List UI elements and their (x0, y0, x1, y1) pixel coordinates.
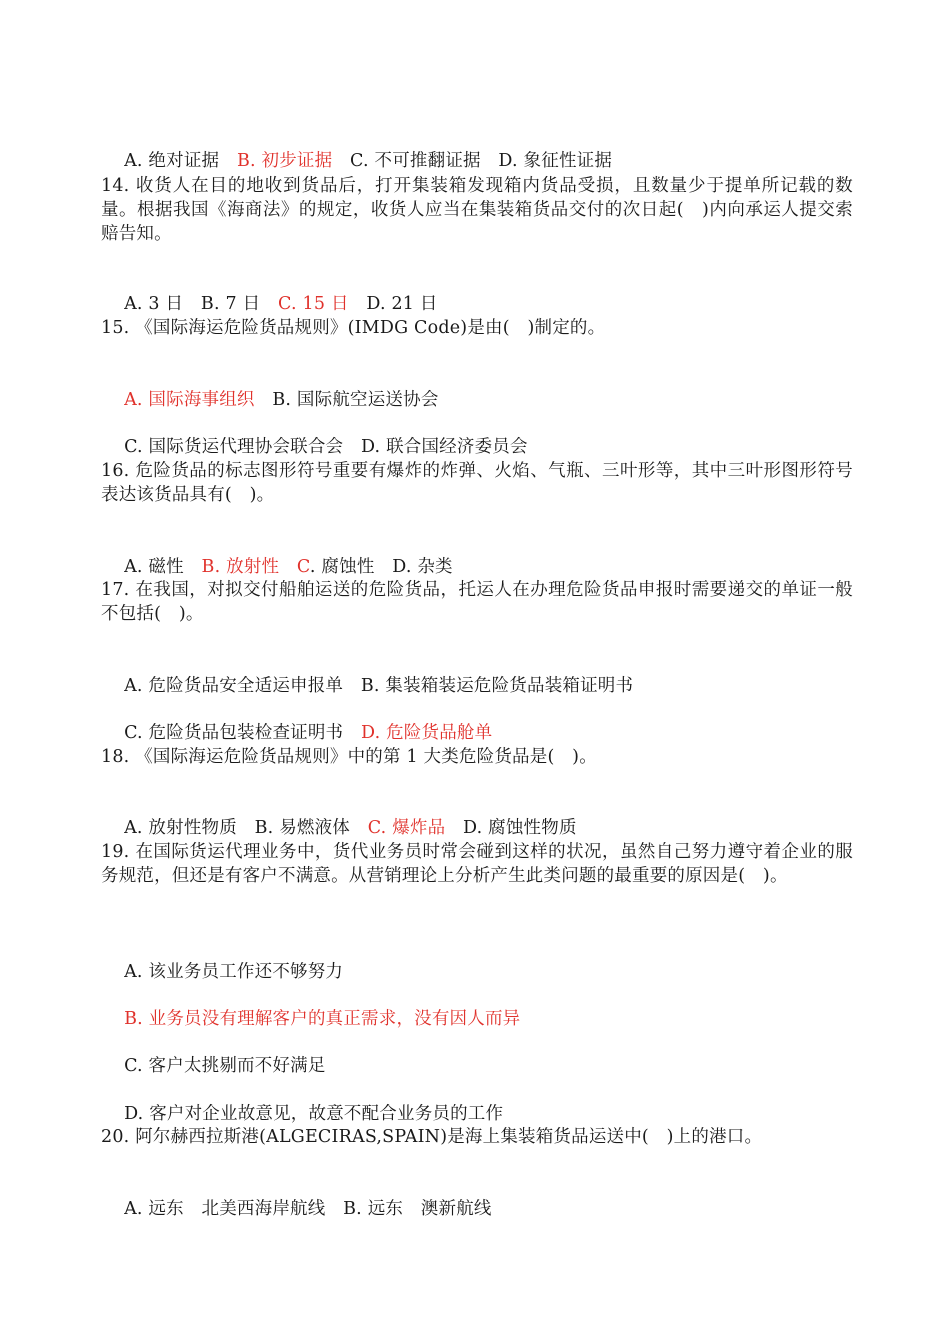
answer-option-q19-c: C. 客户太挑剔而不好满足 (124, 1056, 326, 1076)
answer-options-q17-cd: C. 危险货品包装检查证明书 D. 危险货品舱单 (124, 723, 493, 743)
correct-answer: B. 业务员没有理解客户的真正需求，没有因人而异 (124, 1009, 521, 1029)
correct-answer: B. 初步证据 (236, 151, 333, 171)
answer-options-q15-cd: C. 国际货运代理协会联合会 D. 联合国经济委员会 (124, 437, 528, 457)
question-16: 16. 危险货品的标志图形符号重要有爆炸的炸弹、火焰、气瓶、三叶形等，其中三叶形图形符号表达该货品具有( )。 (101, 461, 853, 505)
answer-options-q20-ab: A. 远东 北美西海岸航线 B. 远东 澳新航线 (124, 1199, 492, 1219)
question-14: 14. 收货人在目的地收到货品后，打开集装箱发现箱内货品受损，且数量少于提单所记载的数量。根据我国《海商法》的规定，收货人应当在集装箱货品交付的次日起( )内向承运人提交索赔告知。 (101, 176, 853, 244)
question-20: 20. 阿尔赫西拉斯港(ALGECIRAS,SPAIN)是海上集装箱货品运送中( )上的港口。 (101, 1127, 763, 1147)
question-15: 15. 《国际海运危险货品规则》(IMDG Code)是由( )制定的。 (101, 318, 606, 338)
correct-answer: D. 危险货品舱单 (360, 723, 493, 743)
answer-option-q19-a: A. 该业务员工作还不够努力 (124, 962, 344, 982)
question-17: 17. 在我国，对拟交付船舶运送的危险货品，托运人在办理危险货品申报时需要递交的单证一般不包括( )。 (101, 580, 853, 624)
answer-options-q15-ab: A. 国际海事组织 B. 国际航空运送协会 (124, 390, 439, 410)
answer-options-q16: A. 磁性 B. 放射性 C. 腐蚀性 D. 杂类 (124, 557, 453, 577)
answer-options-q18: A. 放射性物质 B. 易燃液体 C. 爆炸品 D. 腐蚀性物质 (124, 818, 577, 838)
correct-answer: A. 国际海事组织 (124, 390, 255, 410)
answer-options-q17-ab: A. 危险货品安全适运申报单 B. 集装箱装运危险货品装箱证明书 (124, 676, 634, 696)
correct-answer: C. 爆炸品 (367, 818, 446, 838)
answer-option-q19-d: D. 客户对企业故意见，故意不配合业务员的工作 (124, 1104, 504, 1124)
answer-options-q13: A. 绝对证据 B. 初步证据 C. 不可推翻证据 D. 象征性证据 (124, 151, 613, 171)
question-18: 18. 《国际海运危险货品规则》中的第 1 大类危险货品是( )。 (101, 747, 597, 767)
question-19: 19. 在国际货运代理业务中，货代业务员时常会碰到这样的状况，虽然自己努力遵守着企业的服务规范，但还是有客户不满意。从营销理论上分析产生此类问题的最重要的原因是( )。 (101, 842, 853, 886)
correct-answer: C. 15 日 (278, 294, 349, 314)
correct-answer: B. 放射性 C (201, 557, 310, 577)
answer-options-q14: A. 3 日 B. 7 日 C. 15 日 D. 21 日 (124, 294, 438, 314)
